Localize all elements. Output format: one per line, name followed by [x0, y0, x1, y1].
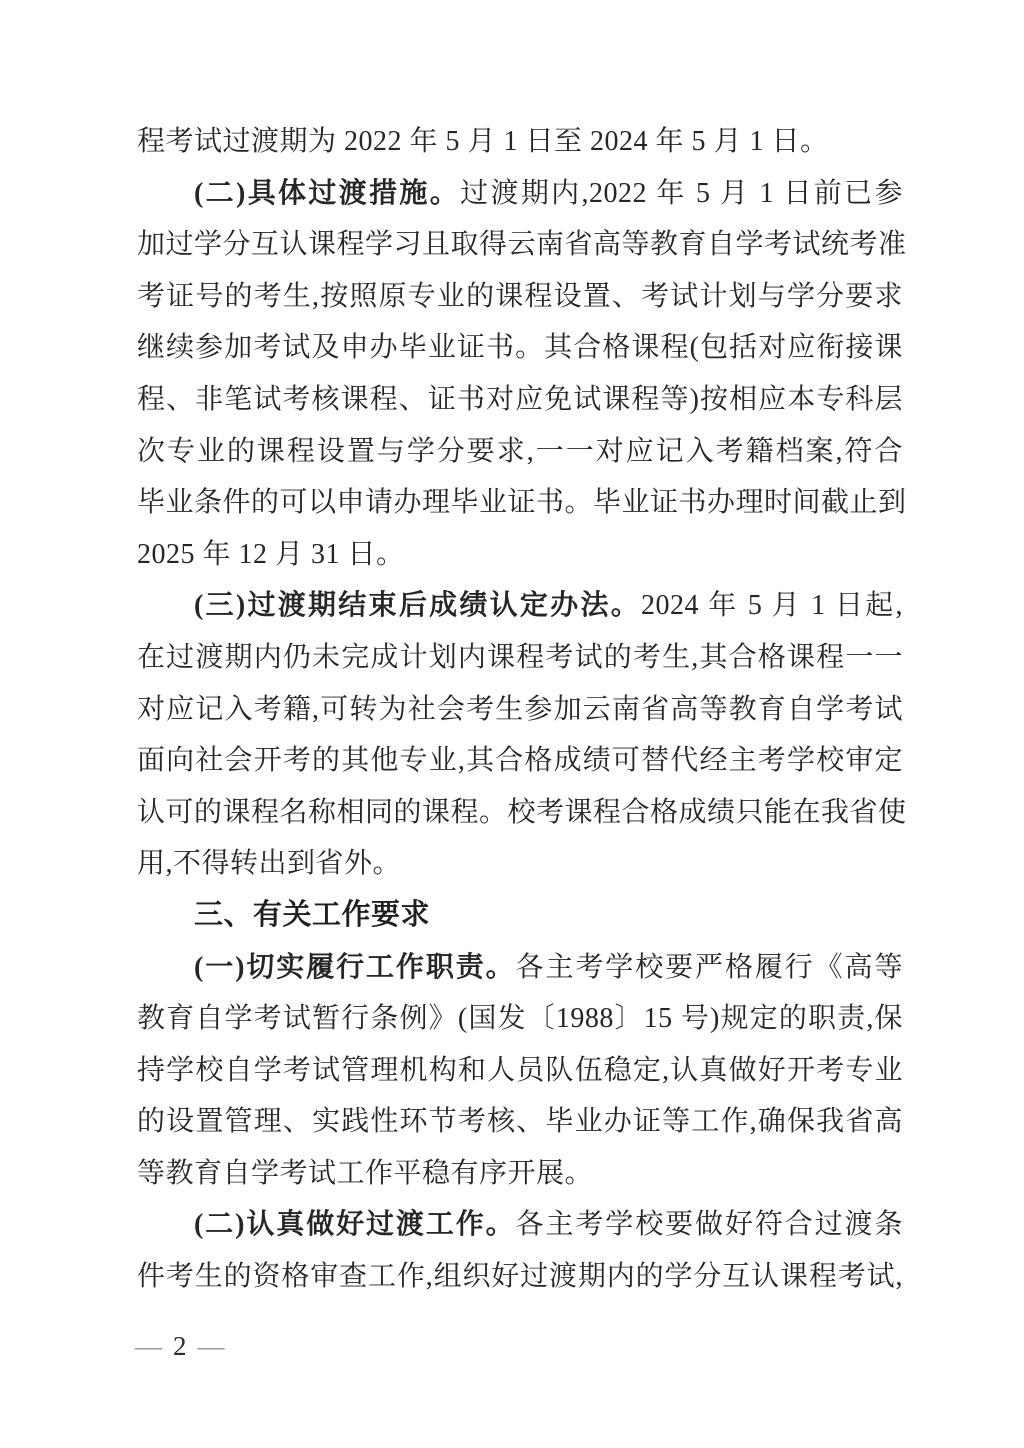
text-line — [137, 1148, 903, 1200]
document-content — [137, 116, 907, 1303]
text-line — [137, 219, 907, 271]
body-text: 2024 年 5 月 1 日起, — [641, 590, 903, 622]
footer-right-dash: — — [197, 1331, 226, 1361]
body-text: 件考生的资格审查工作,组织好过渡期内的学分互认课程考试, — [137, 1261, 903, 1293]
section-heading — [137, 890, 903, 942]
text-line — [137, 271, 903, 323]
body-text: 持学校自学考试管理机构和人员队伍稳定,认真做好开考专业 — [137, 1054, 903, 1086]
body-text: 加过学分互认课程学习且取得云南省高等教育自学考试统考准 — [137, 229, 907, 261]
page-number: 2 — [173, 1331, 188, 1361]
text-line — [137, 735, 903, 787]
body-text: 教育自学考试暂行条例》(国发〔1988〕15 号)规定的职责,保 — [137, 1003, 903, 1035]
text-line — [137, 1096, 903, 1148]
text-line — [137, 942, 903, 994]
body-text: 毕业条件的可以申请办理毕业证书。毕业证书办理时间截止到 — [137, 487, 907, 519]
text-line — [137, 1045, 903, 1097]
text-line — [137, 322, 903, 374]
emphasis-text: 三、有关工作要求 — [194, 898, 431, 931]
body-text: 用,不得转出到省外。 — [137, 848, 402, 880]
body-text: 程考试过渡期为 2022 年 5 月 1 日至 2024 年 5 月 1 日。 — [137, 126, 829, 157]
text-line — [137, 1251, 903, 1303]
text-line — [137, 838, 903, 890]
body-text: 面向社会开考的其他专业,其合格成绩可替代经主考学校审定 — [137, 745, 903, 777]
emphasis-text: (一)切实履行工作职责。 — [194, 951, 516, 983]
text-line — [137, 374, 903, 426]
emphasis-text: (二)认真做好过渡工作。 — [194, 1209, 516, 1241]
text-line — [137, 1199, 903, 1251]
text-line — [137, 580, 903, 632]
text-line — [137, 993, 903, 1045]
text-line — [137, 116, 903, 168]
emphasis-text: (三)过渡期结束后成绩认定办法。 — [194, 590, 642, 622]
body-text: 对应记入考籍,可转为社会考生参加云南省高等教育自学考试 — [137, 693, 903, 725]
text-line — [137, 529, 903, 581]
text-line — [137, 632, 903, 684]
body-text: 在过渡期内仍未完成计划内课程考试的考生,其合格课程一一 — [137, 641, 903, 673]
body-text: 等教育自学考试工作平稳有序开展。 — [137, 1157, 594, 1189]
body-text: 次专业的课程设置与学分要求,一一对应记入考籍档案,符合 — [137, 435, 903, 467]
body-text: 2025 年 12 月 31 日。 — [137, 538, 405, 570]
body-text: 继续参加考试及申办毕业证书。其合格课程(包括对应衔接课 — [137, 332, 903, 364]
body-text: 认可的课程名称相同的课程。校考课程合格成绩只能在我省使 — [137, 796, 907, 828]
body-text: 的设置管理、实践性环节考核、毕业办证等工作,确保我省高 — [137, 1106, 903, 1138]
page-footer — [135, 1330, 226, 1362]
text-line — [137, 426, 903, 478]
body-text: 过渡期内,2022 年 5 月 1 日前已参 — [460, 177, 903, 209]
text-line — [137, 684, 903, 736]
body-text: 各主考学校要做好符合过渡条 — [515, 1209, 903, 1241]
body-text: 考证号的考生,按照原专业的课程设置、考试计划与学分要求 — [137, 280, 903, 312]
emphasis-text: (二)具体过渡措施。 — [194, 177, 461, 209]
body-text: 各主考学校要严格履行《高等 — [515, 951, 903, 983]
text-line — [137, 168, 903, 220]
footer-left-dash: — — [135, 1331, 163, 1361]
text-line — [137, 787, 907, 839]
text-line — [137, 477, 907, 529]
body-text: 程、非笔试考核课程、证书对应免试课程等)按相应本专科层 — [137, 383, 903, 415]
